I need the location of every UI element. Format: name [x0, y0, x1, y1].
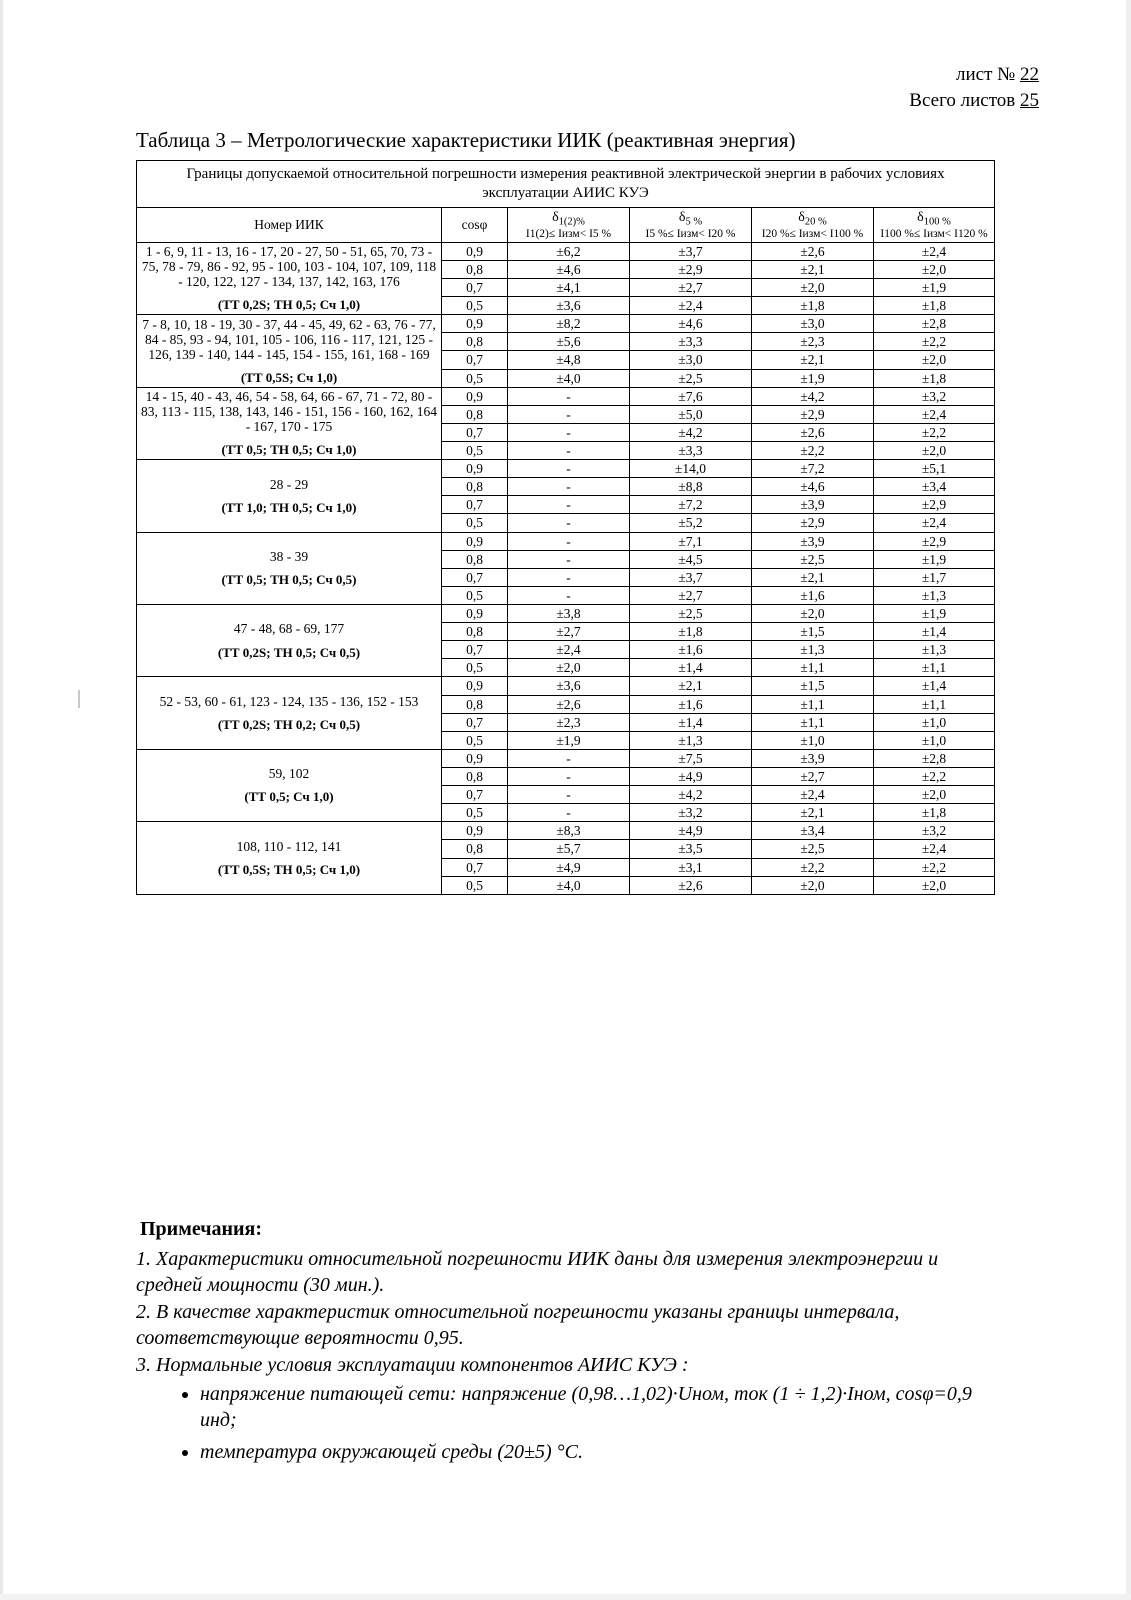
error-value-cell: ±7,2	[752, 460, 874, 478]
cos-value-cell: 0,7	[442, 423, 508, 441]
note-item: 3. Нормальные условия эксплуатации компонентов АИИС КУЭ :	[136, 1354, 689, 1377]
error-value-cell: -	[508, 405, 630, 423]
cos-value-cell: 0,8	[442, 405, 508, 423]
error-value-cell: ±5,1	[874, 460, 995, 478]
total-sheets-line	[909, 88, 1039, 114]
cos-value-cell: 0,9	[442, 749, 508, 767]
error-value-cell: -	[508, 568, 630, 586]
table-row	[137, 242, 995, 260]
iik-group-class: (ТТ 0,2S; ТН 0,5; Сч 1,0)	[217, 297, 361, 313]
error-value-cell: ±2,6	[752, 423, 874, 441]
error-value-cell: ±1,6	[630, 695, 752, 713]
cos-value-cell: 0,5	[442, 659, 508, 677]
col-header-delta-5: $\delta_{5 \%}$ I5 %≤ Iизм< I20 %	[630, 207, 752, 242]
sheet-label: лист №	[955, 64, 1020, 85]
error-value-cell: ±4,8	[508, 351, 630, 369]
cos-value-cell: 0,7	[442, 786, 508, 804]
col-header-cos: cosφ	[442, 207, 508, 242]
error-value-cell: -	[508, 442, 630, 460]
error-value-cell: ±2,5	[752, 550, 874, 568]
error-value-cell: ±3,9	[752, 496, 874, 514]
iik-group-class: (ТТ 0,5S; Сч 1,0)	[240, 369, 338, 385]
error-value-cell: ±1,0	[874, 713, 995, 731]
error-value-cell: ±5,7	[508, 840, 630, 858]
iik-group-cell	[137, 822, 442, 894]
error-value-cell: ±3,4	[874, 478, 995, 496]
error-value-cell: ±4,2	[752, 387, 874, 405]
col-header-delta-20-sub: 20 %	[804, 216, 827, 228]
col-header-delta-1-cond: I1(2)≤ Iизм< I5 %	[525, 227, 612, 240]
notes-section	[136, 1218, 1006, 1471]
error-value-cell: ±2,3	[752, 333, 874, 351]
error-value-cell: ±2,1	[752, 568, 874, 586]
cos-value-cell: 0,8	[442, 695, 508, 713]
page-header	[909, 62, 1039, 113]
cos-value-cell: 0,9	[442, 605, 508, 623]
error-value-cell: ±2,0	[874, 260, 995, 278]
cos-value-cell: 0,8	[442, 767, 508, 785]
notes-bullet: • температура окружающей среды (20±5) °С.	[200, 1439, 1006, 1465]
error-value-cell: ±3,6	[508, 297, 630, 315]
error-value-cell: ±2,0	[874, 786, 995, 804]
error-value-cell: ±2,6	[630, 876, 752, 894]
sheet-number-line	[909, 62, 1039, 88]
error-value-cell: ±2,0	[752, 605, 874, 623]
cos-value-cell: 0,5	[442, 514, 508, 532]
error-value-cell: ±1,8	[752, 297, 874, 315]
table-header-row	[137, 207, 995, 242]
error-value-cell: ±2,0	[874, 351, 995, 369]
error-value-cell: ±4,9	[630, 822, 752, 840]
error-value-cell: ±5,6	[508, 333, 630, 351]
error-value-cell: ±6,2	[508, 242, 630, 260]
iik-group-cell	[137, 532, 442, 604]
error-value-cell: ±2,2	[752, 442, 874, 460]
cos-value-cell: 0,5	[442, 442, 508, 460]
cos-value-cell: 0,7	[442, 496, 508, 514]
error-value-cell: ±3,9	[752, 532, 874, 550]
iik-group-ids: 108, 110 - 112, 141	[236, 838, 342, 854]
error-value-cell: ±1,5	[752, 677, 874, 695]
error-value-cell: ±1,7	[874, 568, 995, 586]
error-value-cell: ±3,1	[630, 858, 752, 876]
error-value-cell: ±2,5	[630, 369, 752, 387]
iik-group-class: (ТТ 0,5; ТН 0,5; Сч 0,5)	[221, 572, 357, 588]
error-value-cell: ±2,0	[874, 876, 995, 894]
error-value-cell: -	[508, 749, 630, 767]
error-value-cell: ±2,9	[630, 260, 752, 278]
error-value-cell: ±1,3	[630, 731, 752, 749]
error-value-cell: ±2,0	[752, 279, 874, 297]
error-value-cell: ±5,2	[630, 514, 752, 532]
error-value-cell: -	[508, 478, 630, 496]
note-item: 1. Характеристики относительной погрешности ИИК даны для измерения электроэнергии и средней мощности (30 мин.).	[136, 1248, 939, 1296]
iik-group-ids: 28 - 29	[269, 476, 309, 492]
error-value-cell: ±2,1	[752, 351, 874, 369]
error-value-cell: ±3,0	[752, 315, 874, 333]
error-value-cell: ±4,9	[508, 858, 630, 876]
error-value-cell: ±3,6	[508, 677, 630, 695]
total-label: Всего листов	[909, 89, 1020, 111]
error-value-cell: ±2,1	[752, 260, 874, 278]
error-value-cell: -	[508, 532, 630, 550]
iik-group-ids: 14 - 15, 40 - 43, 46, 54 - 58, 64, 66 - 67, 71 - 72, 80 - 83, 113 - 115, 138, 143, 146 - 151, 156 - 160, 162, 164 - 167, 170 - 175	[141, 388, 437, 435]
cos-value-cell: 0,9	[442, 532, 508, 550]
error-value-cell: ±3,7	[630, 242, 752, 260]
error-value-cell: -	[508, 387, 630, 405]
error-value-cell: ±8,3	[508, 822, 630, 840]
error-value-cell: ±7,5	[630, 749, 752, 767]
error-value-cell: ±4,6	[508, 260, 630, 278]
error-value-cell: ±1,3	[874, 641, 995, 659]
scan-edge-bottom	[0, 1594, 1131, 1600]
col-header-delta-5-sub: 5 %	[685, 216, 703, 228]
error-value-cell: ±2,2	[874, 767, 995, 785]
error-value-cell: -	[508, 786, 630, 804]
error-value-cell: ±2,7	[630, 279, 752, 297]
notes-bullet: • напряжение питающей сети: напряжение (0,98…1,02)·Uном, ток (1 ÷ 1,2)·Iном, cosφ=0,9 инд;	[200, 1381, 1006, 1433]
error-value-cell: ±2,9	[752, 514, 874, 532]
cos-value-cell: 0,9	[442, 822, 508, 840]
cos-value-cell: 0,9	[442, 315, 508, 333]
scan-artifact-mark	[78, 690, 80, 708]
error-value-cell: ±2,4	[874, 514, 995, 532]
error-value-cell: -	[508, 496, 630, 514]
error-value-cell: ±2,9	[752, 405, 874, 423]
error-value-cell: ±4,9	[630, 767, 752, 785]
error-value-cell: ±1,6	[630, 641, 752, 659]
error-value-cell: ±1,1	[752, 713, 874, 731]
cos-value-cell: 0,8	[442, 840, 508, 858]
error-value-cell: ±2,8	[874, 315, 995, 333]
error-value-cell: ±2,8	[874, 749, 995, 767]
table-title: Таблица 3 – Метрологические характеристики ИИК (реактивная энергия)	[136, 128, 796, 152]
iik-group-class: (ТТ 0,5; Сч 1,0)	[244, 789, 334, 805]
cos-value-cell: 0,5	[442, 297, 508, 315]
error-value-cell: ±2,7	[752, 767, 874, 785]
error-value-cell: ±8,8	[630, 478, 752, 496]
error-value-cell: ±8,2	[508, 315, 630, 333]
error-value-cell: ±3,3	[630, 333, 752, 351]
table-row	[137, 749, 995, 767]
scan-edge-right	[1126, 0, 1131, 1600]
error-value-cell: ±2,4	[874, 405, 995, 423]
error-value-cell: ±3,8	[508, 605, 630, 623]
error-value-cell: ±2,6	[752, 242, 874, 260]
cos-value-cell: 0,8	[442, 478, 508, 496]
error-value-cell: ±7,2	[630, 496, 752, 514]
cos-value-cell: 0,8	[442, 260, 508, 278]
table-row	[137, 460, 995, 478]
error-value-cell: ±3,0	[630, 351, 752, 369]
error-value-cell: ±2,1	[752, 804, 874, 822]
error-value-cell: ±1,3	[874, 586, 995, 604]
error-value-cell: ±3,9	[752, 749, 874, 767]
table-row	[137, 677, 995, 695]
iik-group-cell	[137, 387, 442, 459]
iik-group-cell	[137, 460, 442, 532]
error-value-cell: ±2,2	[874, 423, 995, 441]
cos-value-cell: 0,5	[442, 731, 508, 749]
error-value-cell: -	[508, 804, 630, 822]
error-value-cell: ±1,9	[874, 279, 995, 297]
error-value-cell: ±2,9	[874, 496, 995, 514]
cos-value-cell: 0,7	[442, 858, 508, 876]
error-value-cell: -	[508, 460, 630, 478]
col-header-delta-20: $\delta_{20 \%}$ I20 %≤ Iизм< I100 %	[752, 207, 874, 242]
error-value-cell: ±1,4	[874, 677, 995, 695]
error-value-cell: ±2,4	[508, 641, 630, 659]
error-value-cell: ±2,0	[874, 442, 995, 460]
cos-value-cell: 0,8	[442, 623, 508, 641]
error-value-cell: ±2,4	[752, 786, 874, 804]
total-number: 25	[1020, 89, 1039, 111]
error-value-cell: ±4,6	[752, 478, 874, 496]
error-value-cell: -	[508, 550, 630, 568]
cos-value-cell: 0,8	[442, 333, 508, 351]
iik-group-ids: 47 - 48, 68 - 69, 177	[233, 621, 345, 637]
table-row	[137, 387, 995, 405]
error-value-cell: ±1,6	[752, 586, 874, 604]
error-value-cell: -	[508, 586, 630, 604]
error-value-cell: ±3,4	[752, 822, 874, 840]
cos-value-cell: 0,9	[442, 387, 508, 405]
cos-value-cell: 0,7	[442, 568, 508, 586]
iik-group-ids: 7 - 8, 10, 18 - 19, 30 - 37, 44 - 45, 49, 62 - 63, 76 - 77, 84 - 85, 93 - 94, 101, 105 - 106, 116 - 117, 121, 125 - 126, 139 - 140, 144 - 145, 154 - 155, 161, 168 - 169	[142, 316, 436, 362]
error-value-cell: ±1,9	[752, 369, 874, 387]
error-value-cell: ±1,1	[874, 659, 995, 677]
iik-group-class: (ТТ 0,2S; ТН 0,5; Сч 0,5)	[217, 644, 361, 660]
error-value-cell: ±1,1	[874, 695, 995, 713]
error-value-cell: ±1,8	[630, 623, 752, 641]
error-value-cell: ±2,6	[508, 695, 630, 713]
cos-value-cell: 0,7	[442, 279, 508, 297]
cos-value-cell: 0,8	[442, 550, 508, 568]
error-value-cell: ±4,5	[630, 550, 752, 568]
col-header-delta-5-cond: I5 %≤ Iизм< I20 %	[645, 227, 736, 240]
col-header-delta-1-sub: 1(2)%	[558, 216, 585, 228]
error-value-cell: ±1,3	[752, 641, 874, 659]
error-value-cell: ±1,8	[874, 369, 995, 387]
error-value-cell: ±5,0	[630, 405, 752, 423]
error-value-cell: ±1,9	[508, 731, 630, 749]
error-value-cell: ±7,1	[630, 532, 752, 550]
metrology-table	[136, 160, 995, 895]
iik-group-ids: 52 - 53, 60 - 61, 123 - 124, 135 - 136, 152 - 153	[159, 693, 419, 709]
error-value-cell: ±3,2	[874, 387, 995, 405]
error-value-cell: ±4,2	[630, 786, 752, 804]
table-row	[137, 605, 995, 623]
error-value-cell: ±1,1	[752, 695, 874, 713]
error-value-cell: ±1,0	[752, 731, 874, 749]
cos-value-cell: 0,9	[442, 460, 508, 478]
cos-value-cell: 0,5	[442, 369, 508, 387]
col-header-delta-20-cond: I20 %≤ Iизм< I100 %	[761, 227, 864, 240]
error-value-cell: ±14,0	[630, 460, 752, 478]
iik-group-cell	[137, 315, 442, 387]
table-row	[137, 315, 995, 333]
iik-group-ids: 1 - 6, 9, 11 - 13, 16 - 17, 20 - 27, 50 - 51, 65, 70, 73 - 75, 78 - 79, 86 - 92, 95 - 100, 103 - 104, 107, 109, 118 - 120, 122, 127 - 134, 137, 142, 163, 176	[141, 244, 437, 290]
iik-group-class: (ТТ 0,5S; ТН 0,5; Сч 1,0)	[217, 861, 361, 877]
error-value-cell: ±2,9	[874, 532, 995, 550]
cos-value-cell: 0,9	[442, 242, 508, 260]
error-value-cell: ±4,6	[630, 315, 752, 333]
error-value-cell: ±1,8	[874, 297, 995, 315]
iik-group-cell	[137, 749, 442, 821]
note-item: 2. В качестве характеристик относительной погрешности указаны границы интервала, соответствующие вероятности 0,95.	[136, 1301, 900, 1349]
cos-value-cell: 0,7	[442, 641, 508, 659]
cos-value-cell: 0,5	[442, 876, 508, 894]
error-value-cell: ±4,0	[508, 876, 630, 894]
error-value-cell: ±1,4	[630, 713, 752, 731]
sheet-number: 22	[1020, 64, 1039, 85]
error-value-cell: ±1,8	[874, 804, 995, 822]
error-value-cell: ±2,4	[874, 242, 995, 260]
iik-group-cell	[137, 242, 442, 314]
error-value-cell: ±7,6	[630, 387, 752, 405]
error-value-cell: ±2,7	[508, 623, 630, 641]
error-value-cell: ±2,5	[752, 840, 874, 858]
error-value-cell: ±1,1	[752, 659, 874, 677]
table-caption: Границы допускаемой относительной погрешности измерения реактивной электрической энергии в рабочих условиях эксплуатации АИИС КУЭ	[137, 161, 995, 208]
error-value-cell: ±1,0	[874, 731, 995, 749]
cos-value-cell: 0,9	[442, 677, 508, 695]
error-value-cell: ±2,4	[874, 840, 995, 858]
iik-group-ids: 38 - 39	[269, 548, 309, 564]
iik-group-ids: 59, 102	[268, 766, 310, 782]
error-value-cell: ±2,2	[874, 333, 995, 351]
error-value-cell: ±3,7	[630, 568, 752, 586]
error-value-cell: ±4,2	[630, 423, 752, 441]
col-header-delta-100-sub: 100 %	[923, 216, 951, 228]
iik-group-cell	[137, 605, 442, 677]
iik-group-class: (ТТ 0,2S; ТН 0,2; Сч 0,5)	[217, 716, 361, 732]
error-value-cell: ±1,4	[630, 659, 752, 677]
col-header-delta-100-cond: I100 %≤ Iизм< I120 %	[880, 227, 988, 240]
error-value-cell: ±2,3	[508, 713, 630, 731]
cos-value-cell: 0,7	[442, 351, 508, 369]
error-value-cell: ±2,5	[630, 605, 752, 623]
error-value-cell: ±4,1	[508, 279, 630, 297]
iik-group-class: (ТТ 1,0; ТН 0,5; Сч 1,0)	[221, 499, 357, 515]
error-value-cell: ±2,2	[752, 858, 874, 876]
error-value-cell: ±2,0	[508, 659, 630, 677]
table-caption-row	[137, 161, 995, 208]
notes-bullet-list	[136, 1381, 1006, 1465]
error-value-cell: -	[508, 767, 630, 785]
col-header-iik: Номер ИИК	[137, 207, 442, 242]
error-value-cell: ±2,4	[630, 297, 752, 315]
error-value-cell: ±1,9	[874, 605, 995, 623]
error-value-cell: ±2,2	[874, 858, 995, 876]
error-value-cell: -	[508, 514, 630, 532]
error-value-cell: ±3,5	[630, 840, 752, 858]
scan-edge-left	[0, 0, 3, 1600]
error-value-cell: ±1,4	[874, 623, 995, 641]
error-value-cell: ±3,2	[874, 822, 995, 840]
col-header-delta-100: $\delta_{100 \%}$ I100 %≤ Iизм< I120 %	[874, 207, 995, 242]
error-value-cell: ±2,0	[752, 876, 874, 894]
notes-title: Примечания:	[140, 1218, 263, 1240]
iik-group-class: (ТТ 0,5; ТН 0,5; Сч 1,0)	[221, 442, 357, 458]
error-value-cell: -	[508, 423, 630, 441]
error-value-cell: ±2,7	[630, 586, 752, 604]
cos-value-cell: 0,5	[442, 804, 508, 822]
table-row	[137, 822, 995, 840]
cos-value-cell: 0,7	[442, 713, 508, 731]
error-value-cell: ±3,3	[630, 442, 752, 460]
error-value-cell: ±2,1	[630, 677, 752, 695]
error-value-cell: ±3,2	[630, 804, 752, 822]
col-header-delta-1: $\delta_{1(2)\%}$ I1(2)≤ Iизм< I5 %	[508, 207, 630, 242]
error-value-cell: ±1,5	[752, 623, 874, 641]
cos-value-cell: 0,5	[442, 586, 508, 604]
iik-group-cell	[137, 677, 442, 749]
table-row	[137, 532, 995, 550]
error-value-cell: ±1,9	[874, 550, 995, 568]
error-value-cell: ±4,0	[508, 369, 630, 387]
